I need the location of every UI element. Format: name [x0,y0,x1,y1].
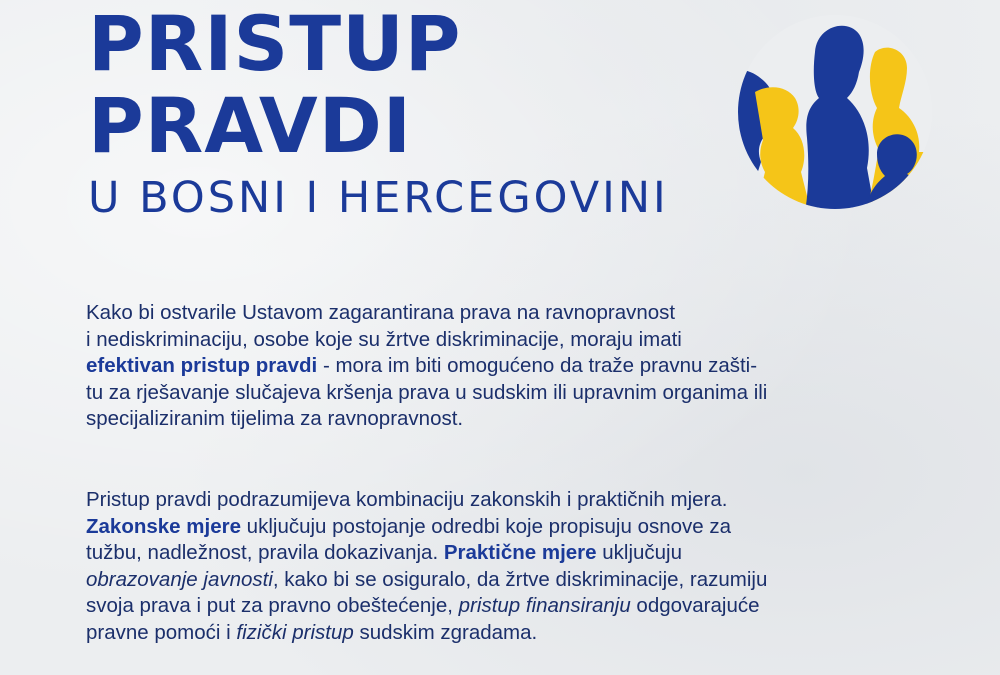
measures-line-5: svoja prava i put za pravno obeštećenje, [86,594,459,617]
measures-line-6-end: sudskim zgradama. [353,620,538,644]
measures-line-5-end: odgovarajuće [630,594,760,617]
measures-line-6: pravne pomoći i [86,620,237,644]
subtitle: U BOSNI I HERCEGOVINI [88,173,669,223]
intro-paragraph [86,300,916,433]
measures-line-1: Pristup pravdi podrazumijeva kombinaciju zakonskih i praktičnih mjera. [86,488,728,511]
measures-line-3-end: uključuju [596,541,683,564]
public-education-term: obrazovanje javnosti [86,567,273,591]
intro-emphasis: efektivan pristup pravdi [86,354,318,377]
measures-line-2: uključuju postojanje odredbi koje propisuju osnove za [240,514,732,538]
practical-measures-term: Praktične mjere [443,541,597,564]
intro-line-1: Kako bi ostvarile Ustavom zagarantirana prava na ravnopravnost [86,301,676,324]
intro-line-2: i nediskriminaciju, osobe koje su žrtve diskriminacije, moraju imati [86,327,682,351]
women-silhouettes-icon [735,12,935,212]
measures-paragraph [86,487,916,646]
title-line-2: PRAVDI [88,81,413,170]
measures-line-3: tužbu, nadležnost, pravila dokazivanja. [86,541,444,564]
intro-line-5: specijaliziranim tijelima za ravnopravnost. [86,407,464,430]
funding-access-term: pristup finansiranju [458,594,631,617]
intro-line-3: - mora im biti omogućeno da traže pravnu zašti- [317,354,758,377]
intro-line-4: tu za rješavanje slučajeva kršenja prava u sudskim ili upravnim organima ili [86,380,768,404]
measures-line-4: , kako bi se osiguralo, da žrtve diskriminacije, razumiju [272,567,768,591]
legal-measures-term: Zakonske mjere [86,514,241,538]
title-line-1: PRISTUP [88,0,462,88]
physical-access-term: fizički pristup [236,620,354,644]
